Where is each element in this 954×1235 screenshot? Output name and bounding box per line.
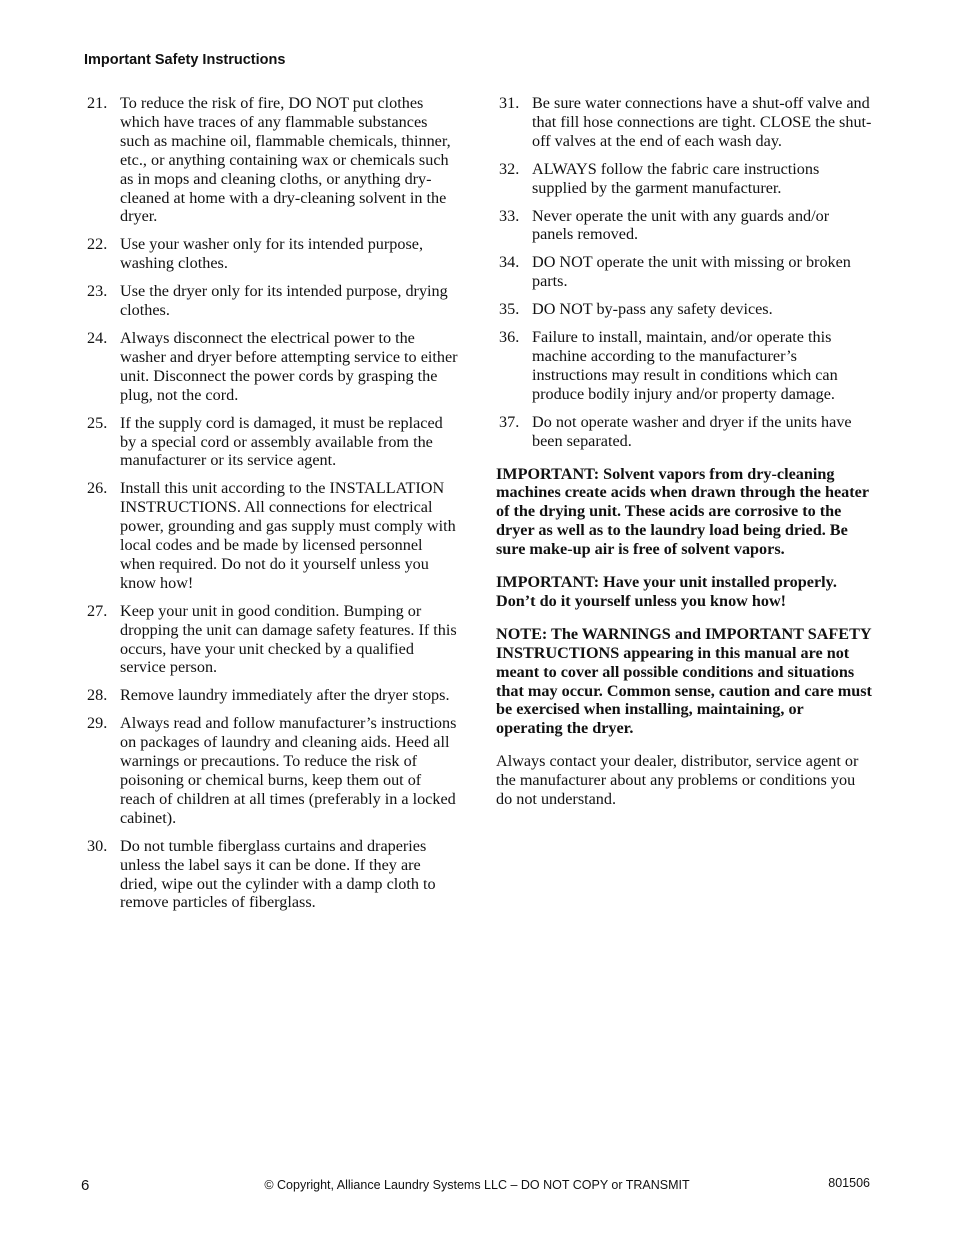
list-item xyxy=(84,837,460,913)
item-number: 23. xyxy=(87,282,108,301)
warnings-note: NOTE: The WARNINGS and IMPORTANT SAFETY INSTRUCTIONS appearing in this manual are not meant to cover all possible conditions and situations that may occur. Common sense, caution and care must be exercised when installing, maintaining, or operating the dryer. xyxy=(496,624,872,738)
item-text: To reduce the risk of fire, DO NOT put clothes which have traces of any flammable substances such as machine oil, flammable chemicals, thinner, etc., or anything containing wax or chemicals such as in mops and cleaning cloths, or anything dry-cleaned at home with a dry-cleaning solvent in the dryer. xyxy=(120,94,451,226)
item-number: 33. xyxy=(499,206,520,225)
item-number: 27. xyxy=(87,601,108,620)
item-text: DO NOT by-pass any safety devices. xyxy=(532,300,773,319)
item-text: Failure to install, maintain, and/or operate this machine according to the manufacturer’s instructions may result in conditions which can produce bodily injury and/or property damage. xyxy=(532,328,838,403)
item-text: Use the dryer only for its intended purpose, drying clothes. xyxy=(120,282,448,320)
list-item xyxy=(496,300,874,319)
item-number: 37. xyxy=(499,412,520,431)
item-text: Do not tumble fiberglass curtains and draperies unless the label says it can be done. If they are dried, wipe out the cylinder with a damp cloth to remove particles of fiberglass. xyxy=(120,836,436,912)
copyright-notice: © Copyright, Alliance Laundry Systems LLC – DO NOT COPY or TRANSMIT xyxy=(264,1178,690,1192)
list-item xyxy=(84,94,460,226)
item-number: 28. xyxy=(87,686,108,705)
list-item xyxy=(496,207,874,245)
section-header: Important Safety Instructions xyxy=(84,52,286,68)
page-number: 6 xyxy=(81,1177,90,1194)
item-number: 25. xyxy=(87,413,108,432)
left-column xyxy=(84,94,460,921)
document-number: 801506 xyxy=(828,1176,870,1190)
item-number: 31. xyxy=(499,94,520,112)
item-text: Use your washer only for its intended purpose, washing clothes. xyxy=(120,235,424,273)
item-number: 35. xyxy=(499,300,520,319)
item-number: 30. xyxy=(87,836,108,855)
item-number: 22. xyxy=(87,235,108,254)
list-item xyxy=(84,602,460,678)
item-text: If the supply cord is damaged, it must be replaced by a special cord or assembly available from the manufacturer or its service agent. xyxy=(120,413,443,470)
important-install-note: IMPORTANT: Have your unit installed properly. Don’t do it yourself unless you know how! xyxy=(496,573,837,610)
instruction-list-left xyxy=(84,94,460,912)
list-item xyxy=(84,414,460,471)
list-item xyxy=(84,686,460,705)
item-text: Always read and follow manufacturer’s instructions on packages of laundry and cleaning aids. Heed all warnings or precautions. To reduce the risk of poisoning or chemical burns, keep them out of reach of children at all times (preferably in a locked cabinet). xyxy=(120,714,457,827)
item-number: 24. xyxy=(87,328,108,347)
item-text: Remove laundry immediately after the dryer stops. xyxy=(120,686,450,705)
item-number: 29. xyxy=(87,714,108,733)
item-number: 36. xyxy=(499,328,520,347)
contact-paragraph: Always contact your dealer, distributor, service agent or the manufacturer about any problems or conditions you do not understand. xyxy=(496,752,859,809)
item-text: Install this unit according to the INSTALLATION INSTRUCTIONS. All connections for electrical power, grounding and gas supply must comply with local codes and be made by licensed personnel when required. Do not do it yourself unless you know how! xyxy=(120,479,456,592)
list-item xyxy=(496,413,874,451)
item-text: DO NOT operate the unit with missing or broken parts. xyxy=(532,253,851,291)
item-text: Never operate the unit with any guards and/or panels removed. xyxy=(532,206,830,244)
item-text: Do not operate washer and dryer if the units have been separated. xyxy=(532,412,852,450)
item-text: Keep your unit in good condition. Bumping or dropping the unit can damage safety features. If this occurs, have your unit checked by a qualified service person. xyxy=(120,601,457,677)
item-number: 21. xyxy=(87,94,108,112)
list-item xyxy=(84,282,460,320)
list-item xyxy=(496,328,874,404)
item-number: 32. xyxy=(499,159,520,178)
item-text: Always disconnect the electrical power to the washer and dryer before attempting service to either unit. Disconnect the power cords by grasping the plug, not the cord. xyxy=(120,328,458,404)
list-item xyxy=(496,94,874,151)
list-item xyxy=(84,235,460,273)
important-solvent-note: IMPORTANT: Solvent vapors from dry-cleaning machines create acids when drawn through the heater of the drying unit. These acids are corrosive to the dryer as well as to the laundry load being dried. Be sure make-up air is free of solvent vapors. xyxy=(496,464,869,559)
item-number: 26. xyxy=(87,479,108,498)
item-number: 34. xyxy=(499,253,520,272)
list-item xyxy=(84,479,460,592)
instruction-list-right xyxy=(496,94,874,451)
item-text: Be sure water connections have a shut-off valve and that fill hose connections are tight. CLOSE the shut-off valves at the end of each wash day. xyxy=(532,94,872,150)
right-column xyxy=(496,94,874,809)
list-item xyxy=(84,329,460,405)
list-item xyxy=(496,160,874,198)
item-text: ALWAYS follow the fabric care instructions supplied by the garment manufacturer. xyxy=(532,159,820,197)
list-item xyxy=(84,714,460,827)
list-item xyxy=(496,253,874,291)
